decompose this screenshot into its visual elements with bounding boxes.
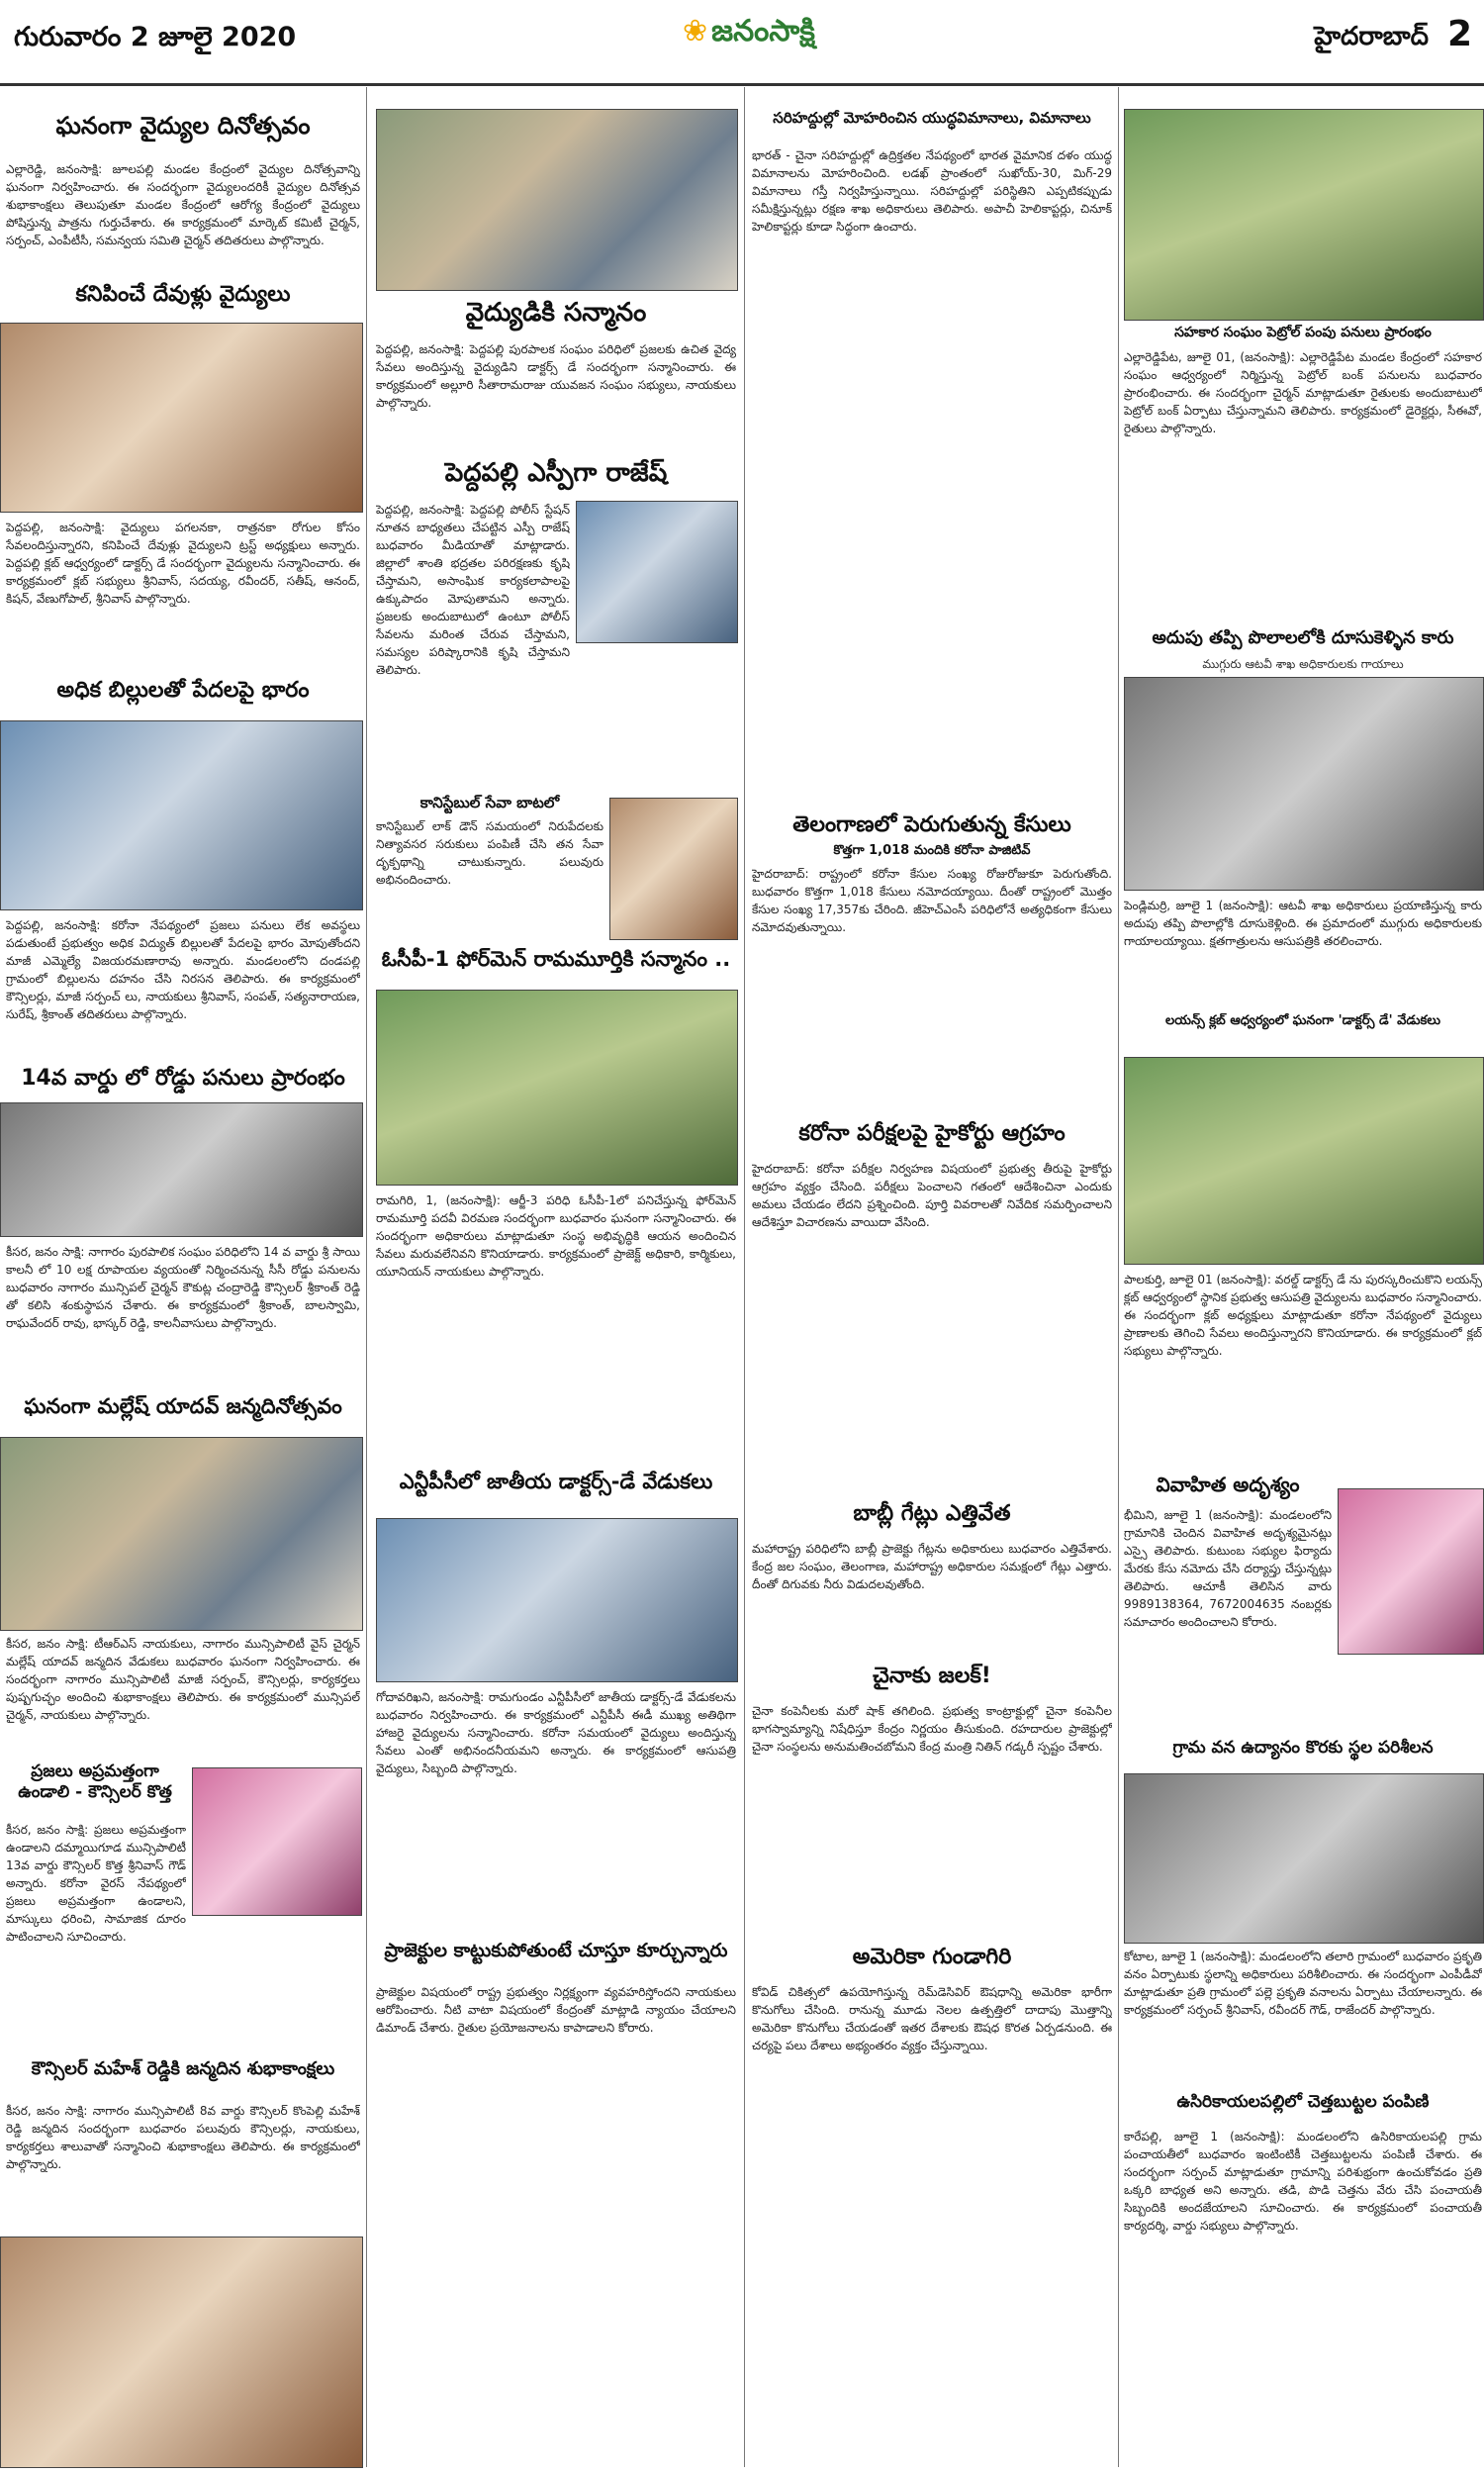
photo-road-works bbox=[0, 1102, 363, 1237]
newspaper-logo bbox=[683, 14, 815, 55]
column-divider bbox=[366, 87, 367, 2467]
headline-missing: వివాహిత అదృశ్యం bbox=[1156, 1473, 1300, 1496]
headline-projects: ప్రాజెక్టుల కాట్టుకుపోతుంటే చూస్తూ కూర్చున్నారు bbox=[384, 1940, 728, 1961]
article-america: కోవిడ్ చికిత్సలో ఉపయోగిస్తున్న రెమ్‌డెసివిర్ ఔషధాన్ని అమెరికా భారీగా కొనుగోలు చేసింది. రానున్న మూడు నెలల ఉత్పత్తిలో దాదాపు మొత్తాన్ని అమెరికా కొనుగోలు చేయడంతో ఇతర దేశాలకు ఔషధ కొరత ఏర్పడనుంది. ఈ చర్యపై పలు దేశాలు అభ్యంతరం వ్యక్తం చేస్తున్నాయి. bbox=[752, 1985, 1112, 2052]
headline-village-inspection: గ్రామ వన ఉద్యానం కొరకు స్థల పరిశీలన bbox=[1172, 1738, 1434, 1758]
article-china-water: చైనా కంపెనీలకు మరో షాక్ తగిలింది. ప్రభుత్వ కాంట్రాక్టుల్లో చైనా కంపెనీల భాగస్వామ్యాన్ని నిషేధిస్తూ కేంద్రం నిర్ణయం తీసుకుంది. రహదారుల ప్రాజెక్టుల్లో చైనా సంస్థలను అనుమతించబోమని కేంద్ర మంత్రి నితిన్ గడ్కరీ స్పష్టం చేశారు. bbox=[752, 1704, 1112, 1754]
article-lions: పాలకుర్తి, జూలై 01 (జనంసాక్షి): వరల్డ్ డాక్టర్స్ డే ను పురస్కరించుకొని లయన్స్ క్లబ్ ఆధ్వర్యంలో స్థానిక ప్రభుత్వ ఆసుపత్రి వైద్యులను బుధవారం సన్మానించారు. ఈ సందర్భంగా క్లబ్ అధ్యక్షులు మాట్లాడుతూ కరోనా నేపథ్యంలో వైద్యులు ప్రాణాలకు తెగించి సేవలు అందిస్తున్నారని కొనియాడారు. ఈ కార్యక్రమంలో క్లబ్ సభ్యులు పాల్గొన్నారు. bbox=[1124, 1273, 1482, 1358]
article-ward14: కీసర, జనం సాక్షి: నాగారం పురపాలిక సంఘం పరిధిలోని 14 వ వార్డు శ్రీ సాయి కాలనీ లో 10 లక్ష రూపాయల వ్యయంతో నిర్మించనున్న సీసీ రోడ్డు పనులను బుధవారం నాగారం మున్సిపల్ చైర్మన్ కౌకుట్ల చంద్రారెడ్డి కౌన్సిలర్ శ్రీకాంత్ రెడ్డి తో కలిసి శంకుస్థాపన చేశారు. ఈ కార్యక్రమంలో శ్రీకాంత్, బాలస్వామి, రాఘవేందర్ రావు, భాస్కర్ రెడ్డి, కాలనీవాసులు పాల్గొన్నారు. bbox=[6, 1245, 360, 1330]
article-car: పెండ్లిమర్రి, జూలై 1 (జనంసాక్షి): ఆటవీ శాఖ అధికారులు ప్రయాణిస్తున్న కారు అదుపు తప్పి పొలాల్లోకి దూసుకెళ్లింది. ఈ ప్రమాదంలో ముగ్గురు అధికారులకు గాయాలయ్యాయి. క్షతగాత్రులను ఆసుపత్రికి తరలించారు. bbox=[1124, 899, 1482, 948]
article-doctors-day: ఎల్లారెడ్డి, జనంసాక్షి: జూలపల్లి మండల కేంద్రంలో వైద్యుల దినోత్సవాన్ని ఘనంగా నిర్వహించారు. ఈ సందర్భంగా వైద్యులందరికీ వైద్యుల దినోత్సవ శుభాకాంక్షలు తెలుపుతూ మండల కేంద్రంలో ఆరోగ్య కేంద్రంలో వైద్యులు పోషిస్తున్న పాత్రను గుర్తుచేశారు. ఈ కార్యక్రమంలో మార్కెట్ కమిటీ చైర్మన్, సర్పంచ్, ఎంపీటీసీ, సమన్వయ సమితి చైర్మన్ తదితరులు పాల్గొన్నారు. bbox=[6, 162, 360, 247]
article-hc: హైదరాబాద్: కరోనా పరీక్షల నిర్వహణ విషయంలో ప్రభుత్వ తీరుపై హైకోర్టు ఆగ్రహం వ్యక్తం చేసింది. పరీక్షలు పెంచాలని గతంలో ఆదేశించినా ఎందుకు అమలు చేయడం లేదని ప్రశ్నించింది. పూర్తి వివరాలతో నివేదిక సమర్పించాలని ఆదేశిస్తూ విచారణను వాయిదా వేసింది. bbox=[752, 1162, 1112, 1229]
article-sp: పెద్దపల్లి, జనంసాక్షి: పెద్దపల్లి పోలీస్ స్టేషన్ నూతన బాధ్యతలు చేపట్టిన ఎస్పీ రాజేష్ బుధవారం మీడియాతో మాట్లాడారు. జిల్లాలో శాంతి భద్రతల పరిరక్షణకు కృషి చేస్తామని, అసాంఘిక కార్యకలాపాలపై ఉక్కుపాదం మోపుతామని అన్నారు. ప్రజలకు అందుబాటులో ఉంటూ పోలీస్ సేవలను మరింత చేరువ చేస్తామని, సమస్యల పరిష్కారానికి కృషి చేస్తామని తెలిపారు. bbox=[376, 503, 570, 677]
photo-foreman-felicitation bbox=[376, 990, 738, 1186]
article-doctor-honour: పెద్దపల్లి, జనంసాక్షి: పెద్దపల్లి పురపాలక సంఘం పరిధిలో ప్రజలకు ఉచిత వైద్య సేవలు అందిస్తున్న వైద్యుడిని డాక్టర్స్ డే సందర్భంగా సన్మానించారు. ఈ కార్యక్రమంలో అల్లూరి సీతారామరాజు యువజన సంఘం సభ్యులు, నాయకులు పాల్గొన్నారు. bbox=[376, 342, 736, 410]
column-divider bbox=[744, 87, 745, 2467]
headline-ward14: 14వ వార్డు లో రోడ్డు పనులు ప్రారంభం bbox=[21, 1066, 345, 1091]
photo-doctor-honour bbox=[376, 109, 738, 291]
photo-site-inspection bbox=[1124, 1773, 1484, 1944]
headline-car: అదుపు తప్పి పొలాలలోకి దూసుకెళ్ళిన కారు bbox=[1152, 627, 1454, 648]
photo-birthday-celebration bbox=[0, 1437, 363, 1631]
headline-mallesh: ఘనంగా మల్లేష్ యాదవ్ జన్మదినోత్సవం bbox=[24, 1394, 342, 1418]
article-bills: పెద్దపల్లి, జనంసాక్షి: కరోనా నేపథ్యంలో ప్రజలు పనులు లేక అవస్థలు పడుతుంటే ప్రభుత్వం అధిక విద్యుత్ బిల్లులతో పేదలపై భారం మోపుతోందని మాజీ ఎమ్మెల్యే విజయరమణారావు అన్నారు. మండలంలోని దండపల్లి గ్రామంలో బిల్లులను దహనం చేసి నిరసన తెలిపారు. ఈ కార్యక్రమంలో కౌన్సిలర్లు, మాజీ సర్పంచ్ లు, నాయకులు శ్రీనివాస్, సంపత్, సత్యనారాయణ, సురేష్, శ్రీకాంత్ తదితరులు పాల్గొన్నారు. bbox=[6, 918, 360, 1021]
page-number: 2 bbox=[1446, 14, 1472, 54]
article-missing: భీమిని, జూలై 1 (జనంసాక్షి): మండలంలోని గ్రామానికి చెందిన వివాహిత అదృశ్యమైనట్లు ఎస్సై తెలిపారు. కుటుంబ సభ్యుల ఫిర్యాదు మేరకు కేసు నమోదు చేసి దర్యాప్తు చేస్తున్నట్లు తెలిపారు. ఆచూకీ తెలిసిన వారు 9989138364, 7672004635 నంబర్లకు సమాచారం అందించాలని కోరారు. bbox=[1124, 1508, 1332, 1629]
article-ntpc: గోదావరిఖని, జనంసాక్షి: రామగుండం ఎన్టీపీసీలో జాతీయ డాక్టర్స్-డే వేడుకలను బుధవారం నిర్వహించారు. ఈ కార్యక్రమంలో ఎన్టీపీసీ ఈడీ ముఖ్య అతిథిగా హాజరై వైద్యులను సన్మానించారు. కరోనా సమయంలో వైద్యులు అందిస్తున్న సేవలు ఎంతో అభినందనీయమని అన్నారు. ఈ కార్యక్రమంలో ఆసుపత్రి వైద్యులు, సిబ్బంది పాల్గొన్నారు. bbox=[376, 1690, 736, 1775]
headline-ntpc: ఎన్టీపీసీలో జాతీయ డాక్టర్స్-డే వేడుకలు bbox=[399, 1470, 713, 1493]
column-divider bbox=[1118, 87, 1119, 2467]
article-telangana-cases: హైదరాబాద్: రాష్ట్రంలో కరోనా కేసుల సంఖ్య రోజురోజుకూ పెరుగుతోంది. బుధవారం కొత్తగా 1,018 కేసులు నమోదయ్యాయి. దీంతో రాష్ట్రంలో మొత్తం కేసుల సంఖ్య 17,357కు చేరింది. జీహెచ్‌ఎంసీ పరిధిలోనే అత్యధికంగా కేసులు నమోదవుతున్నాయి. bbox=[752, 867, 1112, 934]
headline-sp: పెద్దపల్లి ఎస్పీగా రాజేష్ bbox=[444, 458, 668, 488]
article-babli: మహారాష్ట్ర పరిధిలోని బాబ్లీ ప్రాజెక్టు గేట్లను అధికారులు బుధవారం ఎత్తివేశారు. కేంద్ర జల సంఘం, తెలంగాణ, మహారాష్ట్ర అధికారుల సమక్షంలో గేట్లు ఎత్తారు. దీంతో దిగువకు నీరు విడుదలవుతోంది. bbox=[752, 1542, 1112, 1591]
headline-doctor-honour: వైద్యుడికి సన్మానం bbox=[465, 298, 647, 328]
article-trees: కారేపల్లి, జూలై 1 (జనంసాక్షి): మండలంలోని ఉసిరికాయలపల్లి గ్రామ పంచాయతీలో బుధవారం ఇంటింటికీ చెత్తబుట్టలను పంపిణీ చేశారు. ఈ సందర్భంగా సర్పంచ్ మాట్లాడుతూ గ్రామాన్ని పరిశుభ్రంగా ఉంచుకోవడం ప్రతి ఒక్కరి బాధ్యత అని అన్నారు. తడి, పొడి చెత్తను వేరు చేసి పంచాయతీ సిబ్బందికి అందజేయాలని సూచించారు. ఈ కార్యక్రమంలో పంచాయతీ కార్యదర్శి, వార్డు సభ్యులు పాల్గొన్నారు. bbox=[1124, 2130, 1482, 2233]
article-councillor: కీసర, జనం సాక్షి: ప్రజలు అప్రమత్తంగా ఉండాలని దమ్మాయిగూడ మున్సిపాలిటీ 13వ వార్డు కౌన్సిలర్ కొత్త శ్రీనివాస్ గౌడ్ అన్నారు. కరోనా వైరస్ నేపథ్యంలో ప్రజలు అప్రమత్తంగా ఉండాలని, మాస్కులు ధరించి, సామాజిక దూరం పాటించాలని సూచించారు. bbox=[6, 1823, 186, 1944]
photo-lions-club bbox=[1124, 1057, 1484, 1265]
edition-city: హైదరాబాద్ bbox=[1314, 22, 1429, 51]
masthead bbox=[0, 0, 1484, 86]
photo-ntpc-doctors-day bbox=[376, 1518, 738, 1682]
headline-doctors-day: ఘనంగా వైద్యుల దినోత్సవం bbox=[55, 112, 311, 140]
article-village-inspection: కోటాల, జూలై 1 (జనంసాక్షి): మండలంలోని తలారి గ్రామంలో బుధవారం ప్రకృతి వనం ఏర్పాటుకు స్థలాన్ని అధికారులు పరిశీలించారు. ఈ సందర్భంగా ఎంపీడీవో మాట్లాడుతూ ప్రతి గ్రామంలో పల్లె ప్రకృతి వనాలను ఏర్పాటు చేయాలన్నారు. ఈ కార్యక్రమంలో సర్పంచ్ శ్రీనివాస్, రవీందర్ గౌడ్, రాజేందర్ పాల్గొన్నారు. bbox=[1124, 1950, 1482, 2017]
photo-sp-rajesh bbox=[576, 501, 738, 643]
headline-visible-gods: కనిపించే దేవుళ్లు వైద్యులు bbox=[75, 282, 291, 307]
subhead-car: ముగ్గురు ఆటవీ శాఖ అధికారులకు గాయాలు bbox=[1202, 657, 1404, 671]
leaf-icon: ❀ bbox=[683, 14, 708, 48]
headline-china-water: చైనాకు జలక్! bbox=[873, 1664, 991, 1688]
headline-lions: లయన్స్ క్లబ్ ఆధ్వర్యంలో ఘనంగా 'డాక్టర్స్ డే' వేడుకలు bbox=[1165, 1013, 1440, 1028]
headline-constable: కానిస్టేబుల్ సేవా బాటలో bbox=[419, 794, 560, 811]
headline-hc: కరోనా పరీక్షలపై హైకోర్టు ఆగ్రహం bbox=[798, 1121, 1066, 1146]
photo-car-accident bbox=[1124, 677, 1484, 891]
logo-text: జనంసాక్షి bbox=[711, 14, 815, 48]
headline-america: అమెరికా గుండాగిరి bbox=[852, 1945, 1012, 1969]
headline-councillor: ప్రజలు అప్రమత్తంగా ఉండాలి - కౌన్సిలర్ కొత్త bbox=[18, 1761, 172, 1803]
photo-constable bbox=[609, 798, 738, 940]
photo-missing-woman bbox=[1338, 1488, 1484, 1655]
subhead-telangana-cases: కొత్తగా 1,018 మందికి కరోనా పాజిటివ్ bbox=[833, 843, 1031, 858]
article-mallesh: కీసర, జనం సాక్షి: టీఆర్ఎస్ నాయకులు, నాగారం మున్సిపాలిటీ వైస్ చైర్మన్ మల్లేష్ యాదవ్ జన్మదిన వేడుకలు బుధవారం ఘనంగా నిర్వహించారు. ఈ సందర్భంగా నాగారం మున్సిపాలిటీ మాజీ సర్పంచ్, కౌన్సిలర్లు, కార్యకర్తలు పుష్పగుచ్ఛం అందించి శుభాకాంక్షలు తెలిపారు. ఈ కార్యక్రమంలో మున్సిపల్ చైర్మన్, నాయకులు పాల్గొన్నారు. bbox=[6, 1637, 360, 1722]
headline-air-shows: సరిహద్దుల్లో మోహరించిన యుద్ధవిమానాలు, విమానాలు bbox=[773, 109, 1091, 127]
headline-foreman: ఓసీపీ-1 ఫోర్‌మెన్ రామమూర్తికి సన్మానం .. bbox=[381, 947, 731, 971]
photo-doctors-felicitation bbox=[0, 323, 363, 513]
photo-councillor-portraits bbox=[192, 1767, 362, 1916]
article-petrol-bunk: ఎల్లారెడ్డిపేట, జూలై 01, (జనంసాక్షి): ఎల్లారెడ్డిపేట మండల కేంద్రంలో సహకార సంఘం ఆధ్వర్యంలో నిర్మిస్తున్న పెట్రోల్ బంక్ పనులను బుధవారం ప్రారంభించారు. ఈ సందర్భంగా చైర్మన్ మాట్లాడుతూ రైతులకు అందుబాటులో పెట్రోల్ బంక్ ఏర్పాటు చేస్తున్నామని తెలిపారు. కార్యక్రమంలో డైరెక్టర్లు, సీఈవో, రైతులు పాల్గొన్నారు. bbox=[1124, 350, 1482, 435]
headline-telangana-cases: తెలంగాణలో పెరుగుతున్న కేసులు bbox=[792, 812, 1071, 837]
headline-babli: బాబ్లీ గేట్లు ఎత్తివేత bbox=[853, 1501, 1011, 1526]
article-projects: ప్రాజెక్టుల విషయంలో రాష్ట్ర ప్రభుత్వం నిర్లక్ష్యంగా వ్యవహరిస్తోందని నాయకులు ఆరోపించారు. నీటి వాటా విషయంలో కేంద్రంతో మాట్లాడి న్యాయం చేయాలని డిమాండ్ చేశారు. రైతుల ప్రయోజనాలను కాపాడాలని కోరారు. bbox=[376, 1985, 736, 2035]
headline-bills: అధిక బిల్లులతో పేదలపై భారం bbox=[56, 678, 310, 703]
issue-date: గురువారం 2 జూలై 2020 bbox=[14, 22, 297, 52]
article-foreman: రామగిరి, 1, (జనంసాక్షి): ఆర్జీ-3 పరిధి ఓసీపీ-1లో పనిచేస్తున్న ఫోర్‌మెన్ రామమూర్తి పదవీ విరమణ సందర్భంగా బుధవారం ఘనంగా సన్మానించారు. ఈ సందర్భంగా అధికారులు మాట్లాడుతూ సంస్థ అభివృద్ధికి ఆయన అందించిన సేవలు మరువలేనివని కొనియాడారు. కార్యక్రమంలో ప్రాజెక్ట్ అధికారి, కార్మికులు, యూనియన్ నాయకులు పాల్గొన్నారు. bbox=[376, 1193, 736, 1279]
article-constable: కానిస్టేబుల్ లాక్ డౌన్ సమయంలో నిరుపేదలకు నిత్యావసర సరుకులు పంపిణీ చేసి తన సేవా దృక్పథాన్ని చాటుకున్నారు. పలువురు అభినందించారు. bbox=[376, 819, 603, 887]
headline-councillor-bday: కౌన్సిలర్ మహేశ్ రెడ్డికి జన్మదిన శుభాకాంక్షలు bbox=[31, 2058, 335, 2079]
photo-councillor-bday bbox=[0, 2237, 363, 2468]
article-councillor-bday: కీసర, జనం సాక్షి: నాగారం మున్సిపాలిటీ 8వ వార్డు కౌన్సిలర్ కొంపెల్లి మహేశ్ రెడ్డి జన్మదిన సందర్భంగా బుధవారం పలువురు కౌన్సిలర్లు, నాయకులు, కార్యకర్తలు శాలువాతో సన్మానించి శుభాకాంక్షలు తెలిపారు. ఈ కార్యక్రమంలో పాల్గొన్నారు. bbox=[6, 2104, 360, 2171]
article-visible-gods: పెద్దపల్లి, జనంసాక్షి: వైద్యులు పగలనకా, రాత్రనకా రోగుల కోసం సేవలందిస్తున్నారని, కనిపించే దేవుళ్లు వైద్యులని ట్రస్ట్ అధ్యక్షులు అన్నారు. పెద్దపల్లి క్లబ్ ఆధ్వర్యంలో డాక్టర్స్ డే సందర్భంగా వైద్యులను సన్మానించారు. ఈ కార్యక్రమంలో క్లబ్ సభ్యులు శ్రీనివాస్, సదయ్య, రవీందర్, సతీష్, ఆనంద్, కిషన్, వేణుగోపాల్, శ్రీనివాస్ పాల్గొన్నారు. bbox=[6, 521, 360, 606]
headline-petrol-bunk: సహకార సంఘం పెట్రోల్ పంపు పనులు ప్రారంభం bbox=[1174, 325, 1432, 340]
article-air-shows: భారత్ - చైనా సరిహద్దుల్లో ఉద్రిక్తతల నేపథ్యంలో భారత వైమానిక దళం యుద్ధ విమానాలను మోహరించింది. లడఖ్ ప్రాంతంలో సుఖోయ్-30, మిగ్-29 విమానాలు గస్తీ నిర్వహిస్తున్నాయి. సరిహద్దుల్లో పరిస్థితిని ఎప్పటికప్పుడు సమీక్షిస్తున్నట్లు రక్షణ శాఖ అధికారులు తెలిపారు. అపాచీ హెలికాప్టర్లు, చినూక్ హెలికాప్టర్లు కూడా సిద్ధంగా ఉంచారు. bbox=[752, 148, 1112, 234]
photo-bill-protest bbox=[0, 720, 363, 910]
photo-petrol-bunk-works bbox=[1124, 109, 1484, 321]
headline-trees: ఉసిరికాయలపల్లిలో చెత్తబుట్టల పంపిణి bbox=[1176, 2092, 1430, 2112]
